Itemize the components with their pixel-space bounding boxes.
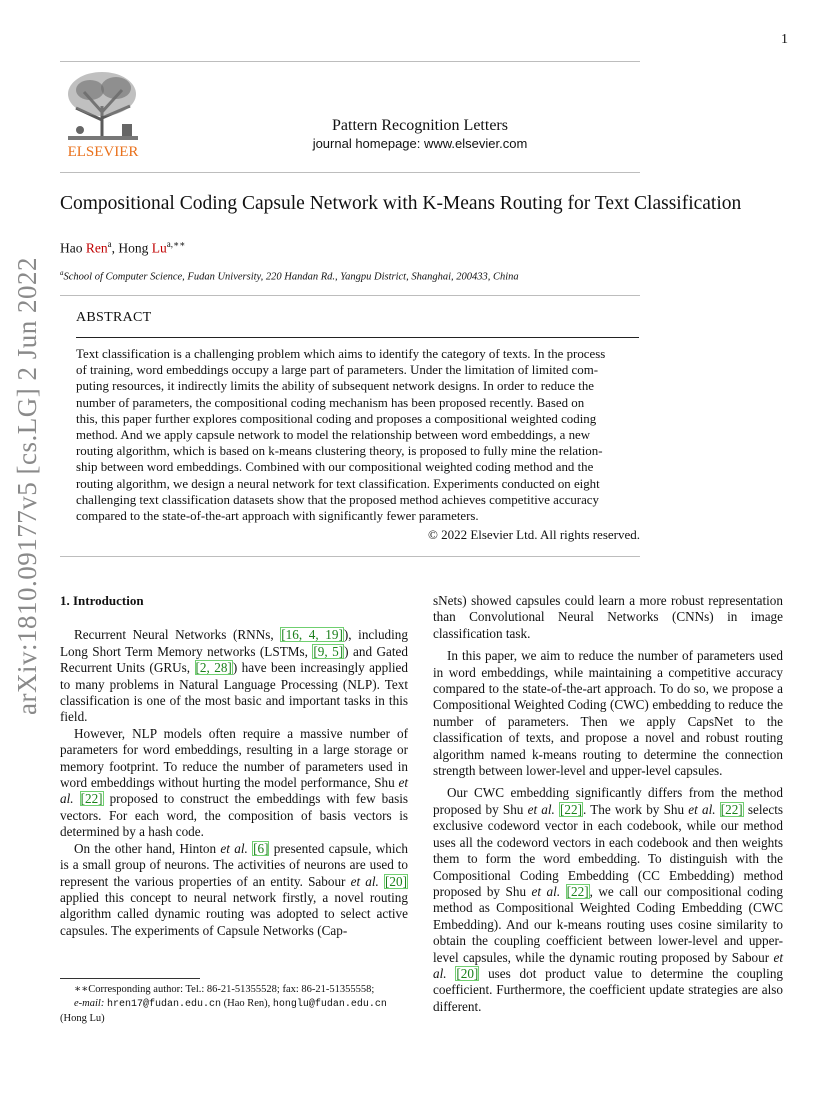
elsevier-logo (60, 68, 146, 160)
citation-link[interactable]: [22] (566, 883, 589, 899)
affiliation: $^a$School of Computer Science, Fudan University, 220 Handan Rd., Yangpu District, Shanghai, 200433, China (60, 269, 519, 283)
intro-paragraph-6: Our CWC embedding significantly differs from the method proposed by Shu et al. [22]. The work by Shu et al. [22] selects exclusive codeword vector in each codebook, while our method uses all the codeword vectors in each codebook and then weights them to form the word embedding. To distinguish with the Compositional Coding Embedding (CC Embedding) method proposed by Shu et al. [22], we call our compositional coding method as Compositional Weighted Coding Embedding (CWC Embedding). And our k-means routing uses cosine similarity to obtain the coupling coefficient between lower-level and upper-level capsules, while the dynamic routing proposed by Sabour et al. [20] uses dot product value to determine the coupling coefficient. Furthermore, the coefficient update strategies are also different. (433, 785, 784, 1014)
citation-link[interactable]: [22] (560, 801, 583, 817)
intro-paragraph-4: sNets) showed capsules could learn a more robust representation than Convolutional Neural Networks (CNNs) in image classification task. (433, 593, 783, 641)
elsevier-wordmark: ELSEVIER (67, 144, 139, 160)
top-rule (60, 61, 640, 62)
citation-link[interactable]: [22] (80, 791, 103, 807)
citation-link[interactable]: [2, 28] (195, 660, 232, 676)
abstract-line: method. And we apply capsule network to model the relationship between word embeddings, a new (76, 428, 591, 443)
abstract-rule (76, 337, 639, 338)
abstract-line: puting resources, it indirectly limits the ability of subsequent network designs. In order to reduce the (76, 379, 595, 394)
author-link[interactable]: Lu (151, 240, 167, 256)
email-link[interactable]: hren17@fudan.edu.cn (106, 999, 221, 1010)
journal-homepage[interactable]: journal homepage: www.elsevier.com (312, 136, 528, 151)
abstract-line: routing algorithm, which is based on k-means clustering theory, is proposed to fully mine the relation- (76, 444, 603, 459)
author-sup: a (107, 239, 112, 249)
right-column (433, 593, 783, 1015)
journal-name: Pattern Recognition Letters (332, 117, 508, 134)
citation-link[interactable]: [16, 4, 19] (281, 627, 343, 643)
footnote: ∗∗Corresponding author: Tel.: 86-21-51355528; fax: 86-21-51355558; e-mail: hren17@fudan.edu.cn (Hao Ren), honglu@fudan.edu.cn (Hong Lu) (60, 984, 387, 1024)
citation-link[interactable]: [20] (385, 873, 407, 889)
paper-title: Compositional Coding Capsule Network with K-Means Routing for Text Classification (60, 193, 742, 214)
section-heading: 1. Introduction (60, 593, 144, 608)
author-link[interactable]: Ren (85, 240, 108, 256)
author-sup: a,∗∗ (166, 239, 186, 249)
abstract-line: ship between word embeddings. Combined with our compositional weighted coding method and the (76, 460, 594, 475)
left-column (60, 593, 408, 939)
abstract-line: number of parameters, the compositional coding mechanism has been proposed recently. Based on (76, 395, 585, 410)
intro-paragraph-1: Recurrent Neural Networks (RNNs, [16, 4, 19]), including Long Short Term Memory networks (LSTMs, [9, 5]) and Gated Recurrent Units (GRUs, [2, 28]) have been increasingly applied to many problems in Natural Language Processing (NLP). Text classification is one of the most basic and important tasks in this field. (60, 627, 408, 725)
copyright: © 2022 Elsevier Ltd. All rights reserved. (427, 527, 640, 542)
abstract-line: routing algorithm, we design a neural network for text classification. Experiments conducted on eight (76, 476, 600, 491)
intro-paragraph-5: In this paper, we aim to reduce the number of parameters used in word embeddings, while maintaining a competitive accuracy compared to the state-of-the-art approach. To do so, we propose a Compositional Weighted Coding (CWC) embedding to reduce the number of parameters. Then we apply CapsNet to the classification of texts, and propose a novel and robust routing algorithm named k-means routing to determine the connection strength between lower-level and upper-level capsules. (433, 648, 783, 779)
abstract-line: challenging text classification datasets show that the proposed method achieves competitive accuracy (76, 492, 599, 507)
author-first: Hong (118, 240, 152, 256)
intro-paragraph-2: However, NLP models often require a massive number of parameters for word embeddings, resulting in a large storage or memory footprint. To reduce the number of parameters used in word embeddings without hurting the model performance, Shu et al. [22] proposed to construct the embeddings with few basis vectors. For each word, the composition of basis vectors is determined by a hash code. (60, 725, 409, 840)
abstract-line: Text classification is a challenging problem which aims to identify the category of texts. In the process (76, 347, 606, 361)
abstract-heading: ABSTRACT (76, 310, 152, 325)
arxiv-stamp[interactable]: arXiv:1810.09177v5 [cs.LG] 2 Jun 2022 (12, 257, 42, 715)
citation-link[interactable]: [22] (720, 801, 743, 817)
author-first: Hao (60, 240, 86, 256)
author-list: Hao Ren$^a$, Hong $Lu^{a,∗∗}$ (60, 239, 186, 256)
footnote-rule (60, 978, 200, 979)
page-number: 1 (781, 32, 788, 47)
email-link[interactable]: honglu@fudan.edu.cn (272, 999, 387, 1010)
intro-paragraph-3: On the other hand, Hinton et al. [6] presented capsule, which is a small group of neurons. The activities of neurons are used to represent the various properties of an entity. Sabour et al. [20] applied this concept to neural network firstly, a novel routing algorithm called dynamic routing was adopted to select active capsules. The experiments of Capsule Networks (Cap- (60, 840, 408, 938)
citation-link[interactable]: [20] (456, 965, 479, 981)
abstract-line: this, this paper further explores compositional coding and proposes a compositional weighted coding (76, 411, 597, 426)
header-rule (60, 172, 640, 173)
affil-rule (60, 295, 640, 296)
citation-link[interactable]: [6] (253, 840, 269, 856)
citation-link[interactable]: [9, 5] (313, 643, 344, 659)
abstract-end-rule (60, 556, 640, 557)
abstract-line: of training, word embeddings occupy a large part of parameters. Under the limitation of limited com- (76, 363, 599, 378)
abstract-line: compared to the state-of-the-art approach with significantly fewer parameters. (76, 509, 479, 524)
abstract-body (76, 346, 641, 524)
